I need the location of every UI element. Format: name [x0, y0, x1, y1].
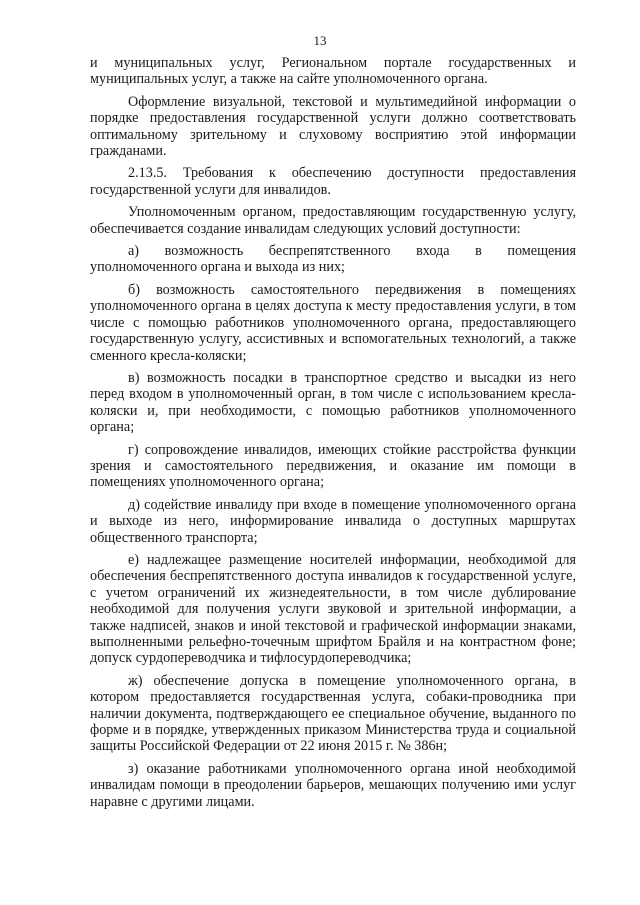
list-item-v: в) возможность посадки в транспортное средство и высадки из него перед входом в уполномоченный орган, в том числе с использованием кресла-коляски и, при необходимости, с помощью работников уполномоченного органа;: [90, 369, 576, 436]
list-item-d: д) содействие инвалиду при входе в помещение уполномоченного органа и выходе из него, информирование инвалида о доступных маршрутах общественного транспорта;: [90, 496, 576, 546]
list-item-zh: ж) обеспечение допуска в помещение уполномоченного органа, в котором предоставляется государственная услуга, собаки-проводника при наличии документа, подтверждающего ее специальное обучение, выданного по форме и в порядке, утвержденных приказом Министерства труда и социальной защиты Российской Федерации от 22 июня 2015 г. № 386н;: [90, 672, 576, 755]
page-number: 13: [313, 33, 327, 48]
list-item-e: е) надлежащее размещение носителей информации, необходимой для обеспечения беспрепятственного доступа инвалидов к государственной услуге, с учетом ограничений их жизнедеятельности, в том числе дублирование необходимой для получения услуги звуковой и зрительной информации, а также надписей, знаков и иной текстовой и графической информации знаками, выполненными рельефно-точечным шрифтом Брайля и на контрастном фоне; допуск сурдопереводчика и тифлосурдопереводчика;: [90, 551, 576, 667]
list-item-g: г) сопровождение инвалидов, имеющих стойкие расстройства функции зрения и самостоятельного передвижения, и оказание им помощи в помещениях уполномоченного органа;: [90, 441, 576, 491]
paragraph-conditions-intro: Уполномоченным органом, предоставляющим государственную услугу, обеспечивается создание инвалидам следующих условий доступности:: [90, 204, 576, 237]
list-item-z: з) оказание работниками уполномоченного органа иной необходимой инвалидам помощи в преодолении барьеров, мешающих получению ими услуг наравне с другими лицами.: [90, 760, 576, 810]
paragraph-section-2-13-5: 2.13.5. Требования к обеспечению доступности предоставления государственной услуги для инвалидов.: [90, 165, 576, 198]
paragraph-continuation: и муниципальных услуг, Региональном портале государственных и муниципальных услуг, а также на сайте уполномоченного органа.: [90, 55, 576, 88]
list-item-b: б) возможность самостоятельного передвижения в помещениях уполномоченного органа в целях доступа к месту предоставления услуги, в том числе с помощью работников уполномоченного органа, предоставляющего государственную услугу, ассистивных и вспомогательных технологий, а также сменного кресла-коляски;: [90, 281, 576, 364]
paragraph-info-design: Оформление визуальной, текстовой и мультимедийной информации о порядке предоставления государственной услуги должно соответствовать оптимальному зрительному и слуховому восприятию этой информации гражданами.: [90, 93, 576, 160]
list-item-a: а) возможность беспрепятственного входа в помещения уполномоченного органа и выхода из них;: [90, 243, 576, 276]
document-body: [90, 55, 576, 816]
